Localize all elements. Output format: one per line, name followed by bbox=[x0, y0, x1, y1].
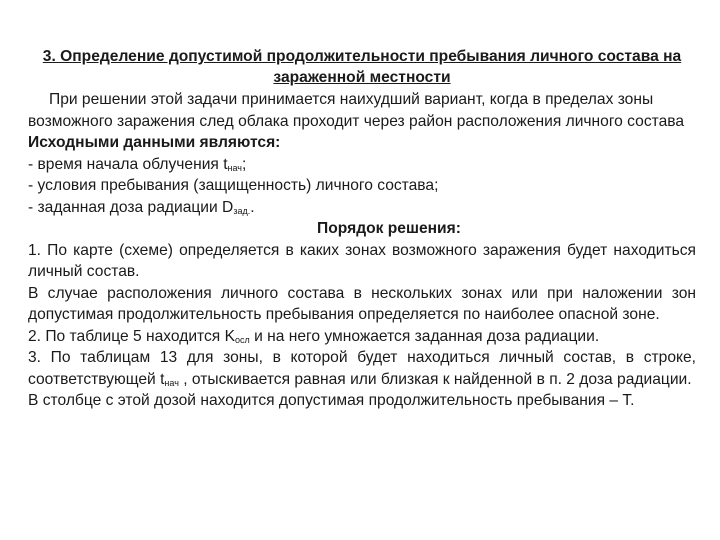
slide-title: 3. Определение допустимой продолжительности пребывания личного состава на зараженной местности bbox=[42, 48, 682, 86]
input-item-start-time-end: ; bbox=[242, 155, 247, 173]
step-1-note: В случае расположения личного состава в нескольких зонах или при наложении зон допустимая продолжительность пребывания определяется по наиболее опасной зоне. bbox=[28, 284, 696, 323]
step-2-text: 2. По таблице 5 находится K bbox=[28, 327, 235, 345]
input-item-dose-end: . bbox=[250, 198, 255, 216]
input-item-dose-text: - заданная доза радиации D bbox=[28, 198, 234, 216]
slide-content bbox=[28, 46, 696, 412]
step-3-subscript: нач bbox=[164, 377, 179, 388]
input-item-dose-subscript: зад. bbox=[233, 205, 251, 216]
step-2-subscript: осл bbox=[234, 334, 250, 345]
intro-paragraph: При решении этой задачи принимается наихудший вариант, когда в пределах зоны возможного заражения след облака проходит через район расположения личного состава bbox=[28, 91, 685, 130]
step-2 bbox=[28, 326, 696, 348]
step-3-text: 3. По таблицам 13 для зоны, в которой будет находиться личный состав, в строке, соответствующей t bbox=[28, 349, 696, 388]
input-item-dose bbox=[28, 197, 696, 219]
procedure-heading: Порядок решения: bbox=[317, 220, 461, 237]
step-3-text-end: , отыскивается равная или близкая к найденной в п. 2 доза радиации. bbox=[178, 370, 692, 388]
step-2-text-end: и на него умножается заданная доза радиации. bbox=[249, 327, 600, 345]
step-3 bbox=[28, 347, 696, 390]
input-item-conditions: - условия пребывания (защищенность) личного состава; bbox=[28, 177, 439, 194]
input-data-heading: Исходными данными являются: bbox=[28, 134, 281, 151]
step-1: 1. По карте (схеме) определяется в каких зонах возможного заражения будет находиться личный состав. bbox=[28, 241, 696, 280]
input-item-start-time bbox=[28, 154, 696, 176]
input-item-start-time-subscript: нач bbox=[227, 162, 242, 173]
input-item-start-time-text: - время начала облучения t bbox=[28, 155, 228, 173]
final-paragraph: В столбце с этой дозой находится допустимая продолжительность пребывания – Т. bbox=[28, 392, 635, 409]
